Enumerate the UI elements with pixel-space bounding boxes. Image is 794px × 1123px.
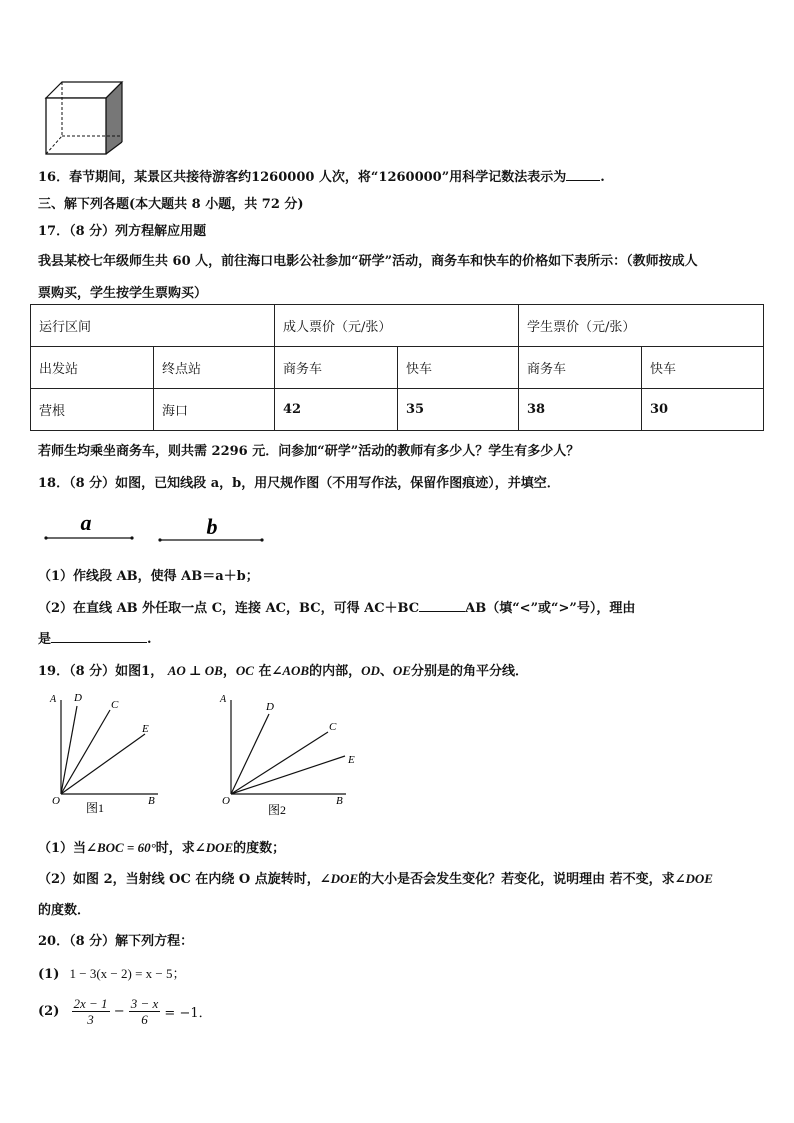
q19-math: ∠DOE [194, 840, 234, 855]
segment-b-label: b [206, 514, 218, 539]
cube-figure [40, 76, 130, 160]
minus-sign: − [113, 1004, 125, 1019]
segments-figure [40, 510, 270, 548]
table-cell: 出发站 [31, 347, 154, 389]
q19-text: 分别是的角平分线． [410, 664, 528, 679]
table-cell: 营根 [31, 389, 154, 431]
fraction-2 [129, 996, 161, 1027]
label-c: C [329, 721, 337, 733]
question-20-part1 [38, 963, 186, 982]
question-19-part1 [38, 837, 285, 856]
table-cell: 30 [642, 389, 764, 431]
table-cell: 商务车 [275, 347, 398, 389]
part-label: (1) [38, 967, 60, 982]
q19-text: 19．（8 分）如图1， [38, 664, 164, 679]
q19-math: ∠BOC = 60° [86, 840, 156, 855]
table-cell: 35 [398, 389, 519, 431]
table-cell: 海口 [154, 389, 275, 431]
fraction-1 [72, 996, 110, 1027]
label-o: O [52, 795, 60, 807]
question-20-header: 20．（8 分）解下列方程： [38, 934, 194, 949]
q19-text: （1）当 [38, 841, 87, 856]
question-17-question: 若师生均乘坐商务车，则共需 2296 元．问参加“研学”活动的教师有多少人？学生有多少人？ [38, 444, 580, 459]
figure-1-caption: 图1 [86, 801, 105, 815]
denominator: 3 [87, 1012, 94, 1027]
question-18-part1: （1）作线段 AB，使得 AB＝a＋b； [38, 569, 259, 584]
label-d: D [74, 692, 82, 704]
segment-a-label: a [80, 510, 92, 535]
table-cell: 快车 [398, 347, 519, 389]
question-17-header: 17．（8 分）列方程解应用题 [38, 224, 207, 239]
question-20-part2 [38, 996, 212, 1027]
price-table [30, 304, 764, 431]
q19-text: 时，求 [155, 841, 195, 856]
label-b: B [148, 795, 155, 807]
q19-math: OC [235, 663, 254, 678]
table-cell: 成人票价（元/张） [275, 305, 519, 347]
q19-math: ∠DOE [674, 871, 713, 886]
question-19-header [38, 660, 528, 679]
part-label: (2) [38, 1004, 60, 1019]
question-17-intro-line2: 票购买，学生按学生票购买） [38, 286, 208, 301]
table-cell: 38 [519, 389, 642, 431]
q19-text: 在 [258, 664, 272, 679]
question-16-text: 16．春节期间，某景区共接待游客约1260000 人次，将“1260000”用科学记数法表示为 [38, 170, 567, 185]
angle-figure-2 [214, 688, 364, 820]
table-row [31, 347, 764, 389]
numerator: 2x − 1 [73, 996, 108, 1011]
q19-math: OE [392, 663, 411, 678]
table-cell: 终点站 [154, 347, 275, 389]
answer-blank [566, 168, 600, 181]
label-a: A [50, 694, 57, 705]
question-16 [38, 166, 605, 185]
table-cell: 快车 [642, 347, 764, 389]
part2-text-c: 是 [38, 632, 52, 647]
equation-rhs: = −1． [164, 1006, 212, 1021]
question-18-part2 [38, 597, 635, 616]
part2-text-b: AB（填“<”或“>”号），理由 [465, 601, 636, 616]
label-c: C [111, 699, 119, 711]
question-19-part2-line2: 的度数． [38, 903, 91, 918]
table-row [31, 389, 764, 431]
question-16-end: . [600, 170, 605, 185]
label-a: A [220, 694, 227, 705]
q19-math: ∠AOB [271, 663, 310, 678]
denominator: 6 [141, 1012, 148, 1027]
equation-end: ； [172, 967, 186, 982]
equation-1: 1 − 3(x − 2) = x − 5 [69, 966, 173, 981]
q19-text: 的度数； [233, 841, 286, 856]
angle-figure-1 [44, 688, 174, 818]
q19-math: AO ⊥ OB [167, 663, 223, 678]
q19-math: OD [361, 663, 380, 678]
q19-math: ∠DOE [319, 871, 359, 886]
question-18-header: 18．（8 分）如图，已知线段 a，b，用尺规作图（不用写作法，保留作图痕迹），并填空． [38, 476, 560, 491]
q19-text: 的内部， [309, 664, 362, 679]
label-e: E [348, 754, 355, 766]
label-o: O [222, 795, 230, 807]
answer-blank [419, 599, 465, 612]
table-cell: 运行区间 [31, 305, 275, 347]
question-17-intro-line1: 我县某校七年级师生共 60 人，前往海口电影公社参加“研学”活动，商务车和快车的价格如下表所示：（教师按成人 [38, 254, 698, 269]
part2-end: . [147, 632, 152, 647]
q19-text: ， [222, 664, 236, 679]
part2-text-a: （2）在直线 AB 外任取一点 C，连接 AC，BC，可得 AC＋BC [38, 601, 420, 616]
table-cell: 学生票价（元/张） [519, 305, 764, 347]
table-cell: 42 [275, 389, 398, 431]
table-row [31, 305, 764, 347]
label-b: B [336, 795, 343, 807]
question-18-part2-reason [38, 628, 152, 647]
section-3-heading: 三、解下列各题(本大题共 8 小题，共 72 分) [38, 197, 304, 212]
label-e: E [142, 723, 149, 735]
q19-text: （2）如图 2，当射线 OC 在内绕 O 点旋转时， [38, 872, 320, 887]
question-19-part2 [38, 868, 713, 887]
q19-text: 、 [379, 664, 393, 679]
figure-2-caption: 图2 [268, 803, 287, 817]
numerator: 3 − x [130, 996, 159, 1011]
label-d: D [266, 701, 274, 713]
table-cell: 商务车 [519, 347, 642, 389]
answer-blank [51, 630, 147, 643]
q19-text: 的大小是否会发生变化？若变化，说明理由 若不变，求 [358, 872, 675, 887]
